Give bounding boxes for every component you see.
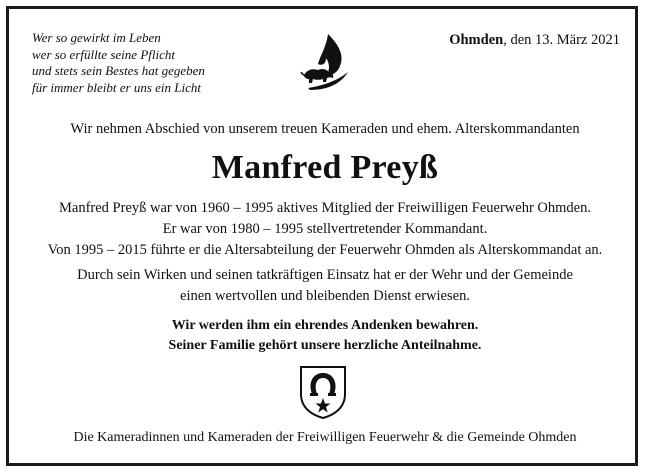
place-name: Ohmden	[449, 32, 504, 48]
place-date	[449, 32, 620, 49]
closing-line: Wir werden ihm ein ehrendes Andenken bewahren.	[171, 318, 479, 333]
tribute-paragraph	[0, 265, 650, 307]
closing-line: Seiner Familie gehört unsere herzliche Anteilnahme.	[168, 338, 482, 353]
poem-line: Wer so gewirkt im Leben	[32, 30, 161, 45]
intro-line: Wir nehmen Abschied von unserem treuen Kameraden und ehem. Alterskommandanten	[70, 121, 580, 137]
biography-line: Er war von 1980 – 1995 stellvertretender Kommandant.	[162, 221, 488, 237]
memorial-poem	[32, 30, 205, 96]
date-text: , den 13. März 2021	[503, 32, 620, 48]
closing-statement	[0, 316, 650, 356]
biography-line: Manfred Preyß war von 1960 – 1995 aktives Mitglied der Freiwilligen Feuerwehr Ohmden.	[59, 200, 591, 216]
poem-line: für immer bleibt er uns ein Licht	[32, 79, 201, 95]
signature-line: Die Kameradinnen und Kameraden der Freiwilligen Feuerwehr & die Gemeinde Ohmden	[73, 430, 577, 445]
biography-line: Von 1995 – 2015 führte er die Altersabteilung der Feuerwehr Ohmden als Alterskommandat an.	[47, 242, 603, 258]
tribute-line: einen wertvollen und bleibenden Dienst erwiesen.	[180, 288, 470, 304]
fire-department-flame-lion-icon	[296, 32, 352, 92]
deceased-name: Manfred Preyß	[211, 149, 439, 186]
ohmden-coat-of-arms-icon	[298, 364, 348, 420]
poem-line: und stets sein Bestes hat gegeben	[32, 63, 205, 78]
poem-line: wer so erfüllte seine Pflicht	[32, 46, 175, 62]
biography	[0, 198, 650, 261]
tribute-line: Durch sein Wirken und seinen tatkräftigen Einsatz hat er der Wehr und der Gemeinde	[77, 267, 573, 283]
